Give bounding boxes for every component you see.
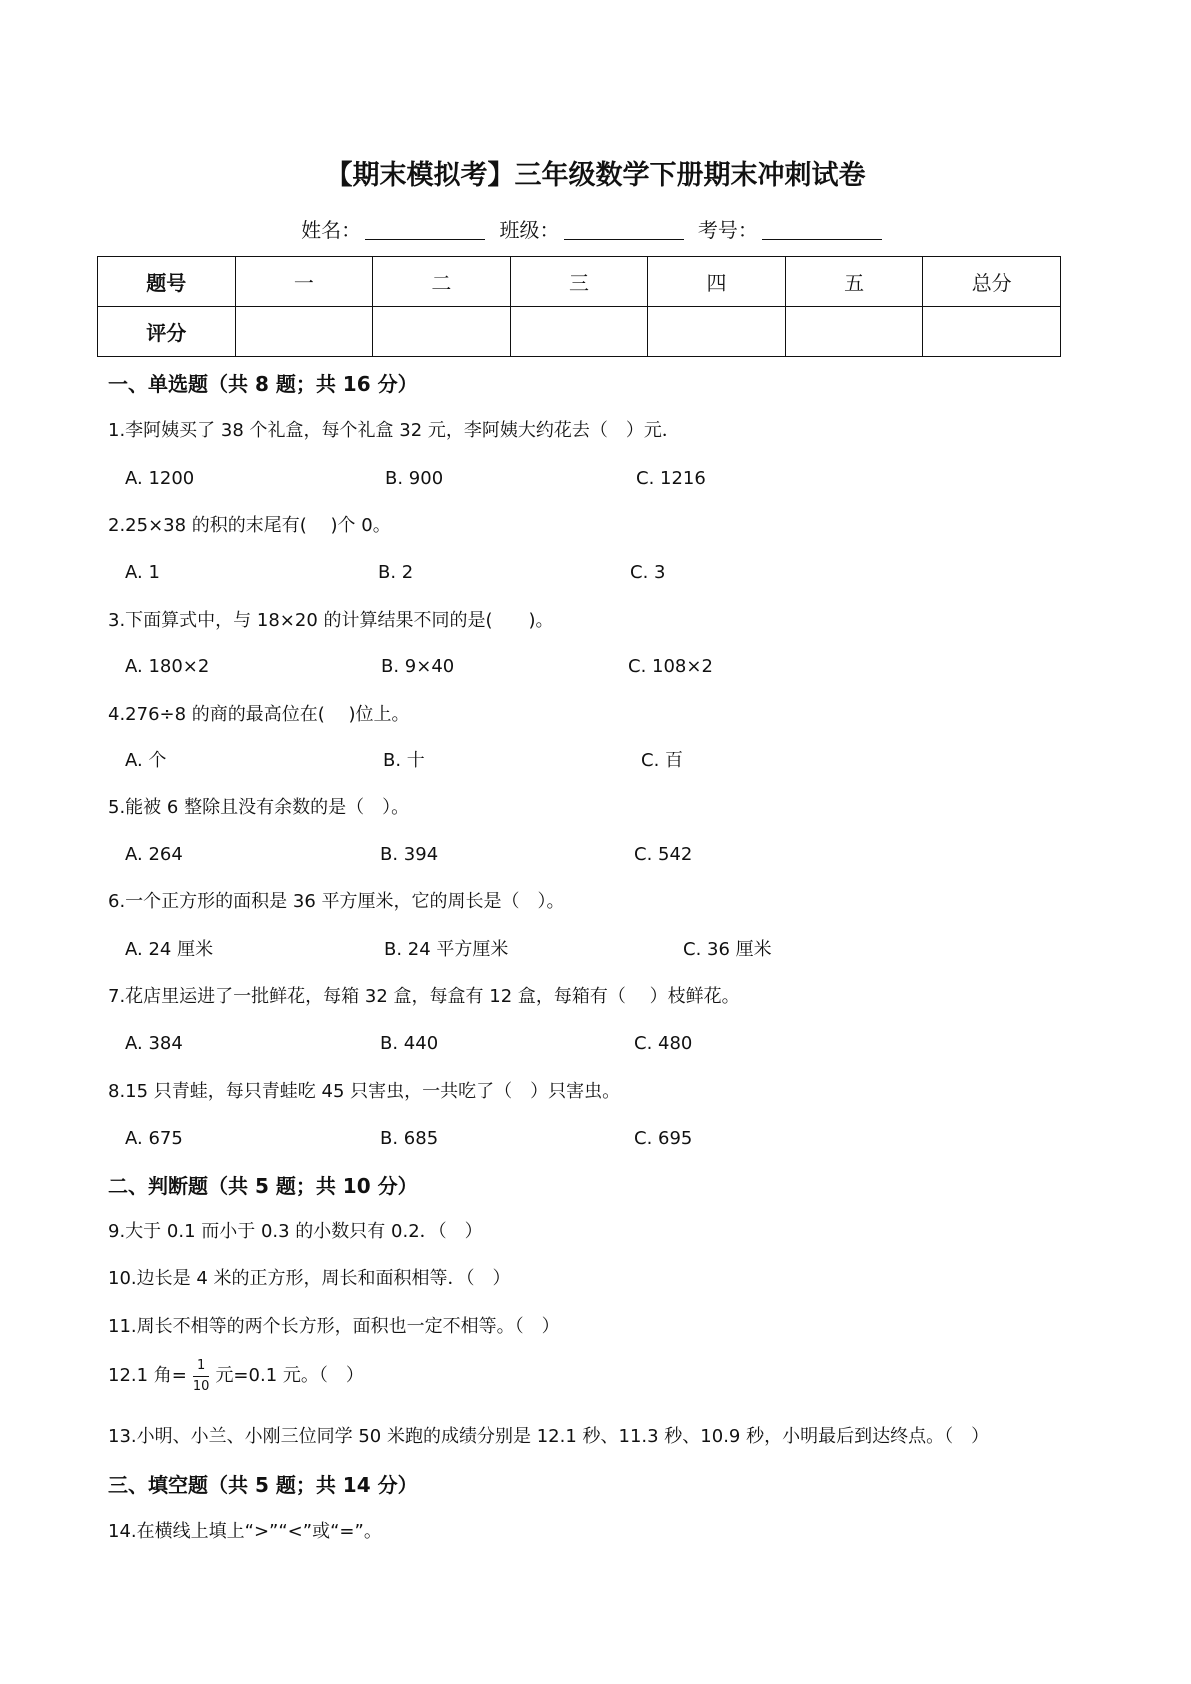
header-cell: 总分	[923, 257, 1061, 307]
option-c[interactable]: C. 3	[630, 562, 666, 583]
header-cell: 一	[235, 257, 373, 307]
option-b[interactable]: B. 24 平方厘米	[384, 939, 509, 960]
score-cell[interactable]	[785, 307, 923, 357]
option-b[interactable]: B. 2	[378, 562, 414, 583]
question-3: 3.下面算式中，与 18×20 的计算结果不同的是( )。	[108, 610, 554, 631]
question-11: 11.周长不相等的两个长方形，面积也一定不相等。（ ）	[108, 1316, 560, 1337]
exam-title: 【期末模拟考】三年级数学下册期末冲刺试卷	[325, 160, 866, 191]
option-a[interactable]: A. 1	[125, 562, 160, 583]
option-c[interactable]: C. 108×2	[628, 656, 713, 677]
section-heading: 二、判断题（共 5 题；共 10 分）	[108, 1174, 418, 1198]
score-table-header	[98, 257, 1061, 307]
header-cell: 题号	[98, 257, 236, 307]
option-c[interactable]: C. 480	[634, 1033, 693, 1054]
option-a[interactable]: A. 675	[125, 1128, 183, 1149]
score-cell[interactable]	[373, 307, 511, 357]
option-a[interactable]: A. 384	[125, 1033, 183, 1054]
header-cell: 五	[785, 257, 923, 307]
id-label: 考号：	[697, 218, 758, 242]
question-12-text-after: 元=0.1 元。（ ）	[215, 1365, 364, 1387]
question-10: 10.边长是 4 米的正方形，周长和面积相等．（ ）	[108, 1268, 511, 1289]
option-c[interactable]: C. 695	[634, 1128, 693, 1149]
option-a[interactable]: A. 个	[125, 750, 167, 771]
header-cell: 四	[648, 257, 786, 307]
score-row	[98, 307, 1061, 357]
option-a[interactable]: A. 180×2	[125, 656, 210, 677]
score-cell[interactable]	[235, 307, 373, 357]
header-cell: 二	[373, 257, 511, 307]
option-a[interactable]: A. 1200	[125, 468, 195, 489]
score-cell[interactable]	[648, 307, 786, 357]
fraction-denominator: 10	[192, 1378, 210, 1394]
option-b[interactable]: B. 十	[383, 750, 425, 771]
student-info	[0, 220, 1191, 240]
option-c[interactable]: C. 1216	[636, 468, 706, 489]
score-cell[interactable]	[923, 307, 1061, 357]
question-6: 6.一个正方形的面积是 36 平方厘米，它的周长是（ ）。	[108, 891, 565, 912]
id-field[interactable]	[762, 221, 882, 240]
section-heading: 三、填空题（共 5 题；共 14 分）	[108, 1473, 418, 1497]
option-b[interactable]: B. 685	[380, 1128, 439, 1149]
option-a[interactable]: A. 24 厘米	[125, 939, 214, 960]
option-c[interactable]: C. 542	[634, 844, 693, 865]
question-1: 1.李阿姨买了 38 个礼盒，每个礼盒 32 元，李阿姨大约花去（ ）元．	[108, 420, 680, 441]
option-b[interactable]: B. 440	[380, 1033, 439, 1054]
section-heading: 一、单选题（共 8 题；共 16 分）	[108, 372, 418, 396]
question-8: 8.15 只青蛙，每只青蛙吃 45 只害虫，一共吃了（ ）只害虫。	[108, 1081, 621, 1102]
name-label: 姓名：	[301, 218, 362, 242]
name-field[interactable]	[365, 221, 485, 240]
score-row-label: 评分	[98, 307, 236, 357]
option-b[interactable]: B. 394	[380, 844, 439, 865]
question-7: 7.花店里运进了一批鲜花，每箱 32 盒，每盒有 12 盒，每箱有（ ）枝鲜花。	[108, 986, 740, 1007]
question-12	[108, 1358, 364, 1394]
class-field[interactable]	[564, 221, 684, 240]
question-13: 13.小明、小兰、小刚三位同学 50 米跑的成绩分别是 12.1 秒、11.3 秒、10.9 秒，小明最后到达终点。（ ）	[108, 1426, 990, 1447]
score-cell[interactable]	[510, 307, 648, 357]
option-c[interactable]: C. 36 厘米	[683, 939, 772, 960]
question-9: 9.大于 0.1 而小于 0.3 的小数只有 0.2．（ ）	[108, 1221, 483, 1242]
option-a[interactable]: A. 264	[125, 844, 183, 865]
question-5: 5.能被 6 整除且没有余数的是（ ）。	[108, 797, 410, 818]
fraction	[193, 1358, 210, 1394]
question-14: 14.在横线上填上“>”“<”或“=”。	[108, 1521, 382, 1542]
question-12-text-before: 12.1 角=	[108, 1365, 187, 1387]
question-4: 4.276÷8 的商的最高位在( )位上。	[108, 704, 410, 725]
fraction-numerator: 1	[193, 1358, 210, 1377]
header-cell: 三	[510, 257, 648, 307]
class-label: 班级：	[499, 218, 560, 242]
option-c[interactable]: C. 百	[641, 750, 684, 771]
score-table	[97, 256, 1061, 357]
option-b[interactable]: B. 900	[385, 468, 444, 489]
option-b[interactable]: B. 9×40	[381, 656, 455, 677]
question-2: 2.25×38 的积的末尾有( )个 0。	[108, 515, 391, 536]
